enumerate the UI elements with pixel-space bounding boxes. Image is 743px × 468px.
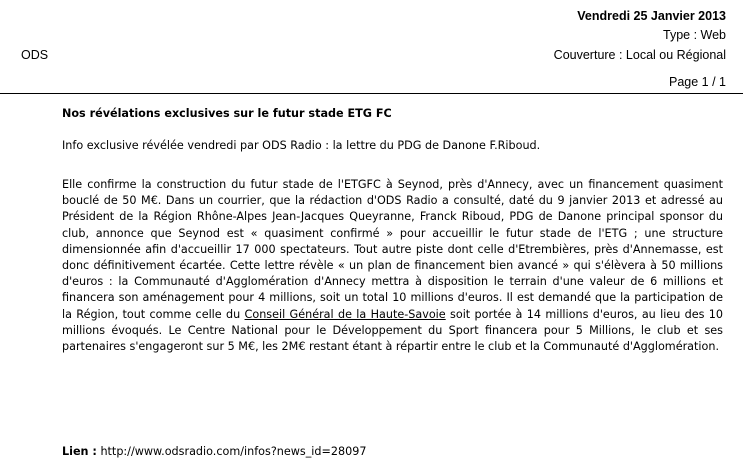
article-body-part-2: soit portée à 14 millions d'euros, au lieu des 10 millions évoqués. Le Centre National pour le Développement du Sport financera pour 5 Millions, le club et ses partenaires s'engageront sur 5 M€, les 2M€ restant étant à répartir entre le club et la Communauté d'Agglomération. <box>62 307 724 354</box>
header-divider <box>0 93 743 94</box>
source-url[interactable]: http://www.odsradio.com/infos?news_id=28097 <box>100 445 367 458</box>
conseil-general-link[interactable]: Conseil Général de la Haute-Savoie <box>244 307 446 321</box>
media-type: Type : Web <box>663 28 726 42</box>
article-intro: Info exclusive révélée vendredi par ODS Radio : la lettre du PDG de Danone F.Riboud. <box>62 139 541 152</box>
article-body-part-1: Elle confirme la construction du futur stade de l'ETGFC à Seynod, près d'Annecy, avec un financement quasiment bouclé de 50 M€. Dans un courrier, que la rédaction d'ODS Radio a consulté, daté du 9 janvier 2013 et adressé au Président de la Région Rhône-Alpes Jean-Jacques Queyranne, Franck Riboud, PDG de Danone principal sponsor du club, annonce que Seynod est « quasiment confirmé » pour accueillir le futur stade de l'ETG ; une structure dimensionnée afin d'accueillir 17 000 spectateurs. Tout autre piste dont celle d'Etrembières, près d'Annemasse, est donc définitivement écartée. Cette lettre révèle « un plan de financement bien avancé » qui s'élèvera à 50 millions d'euros : la Communauté d'Agglomération d'Annecy mettra à disposition le terrain d'une valeur de 6 millions et financera son aménagement pour 4 millions, soit un total 10 millions d'euros. Il est demandé que la participation de la Région, tout comme celle du <box>62 178 723 321</box>
coverage-label: Couverture : Local ou Régional <box>553 48 726 62</box>
source-name: ODS <box>21 48 49 62</box>
publication-date: Vendredi 25 Janvier 2013 <box>577 9 726 23</box>
page-number: Page 1 / 1 <box>669 75 726 89</box>
article-body <box>62 177 723 355</box>
source-link-line <box>62 444 723 460</box>
link-label: Lien : <box>62 445 97 458</box>
article-title: Nos révélations exclusives sur le futur stade ETG FC <box>62 107 392 120</box>
